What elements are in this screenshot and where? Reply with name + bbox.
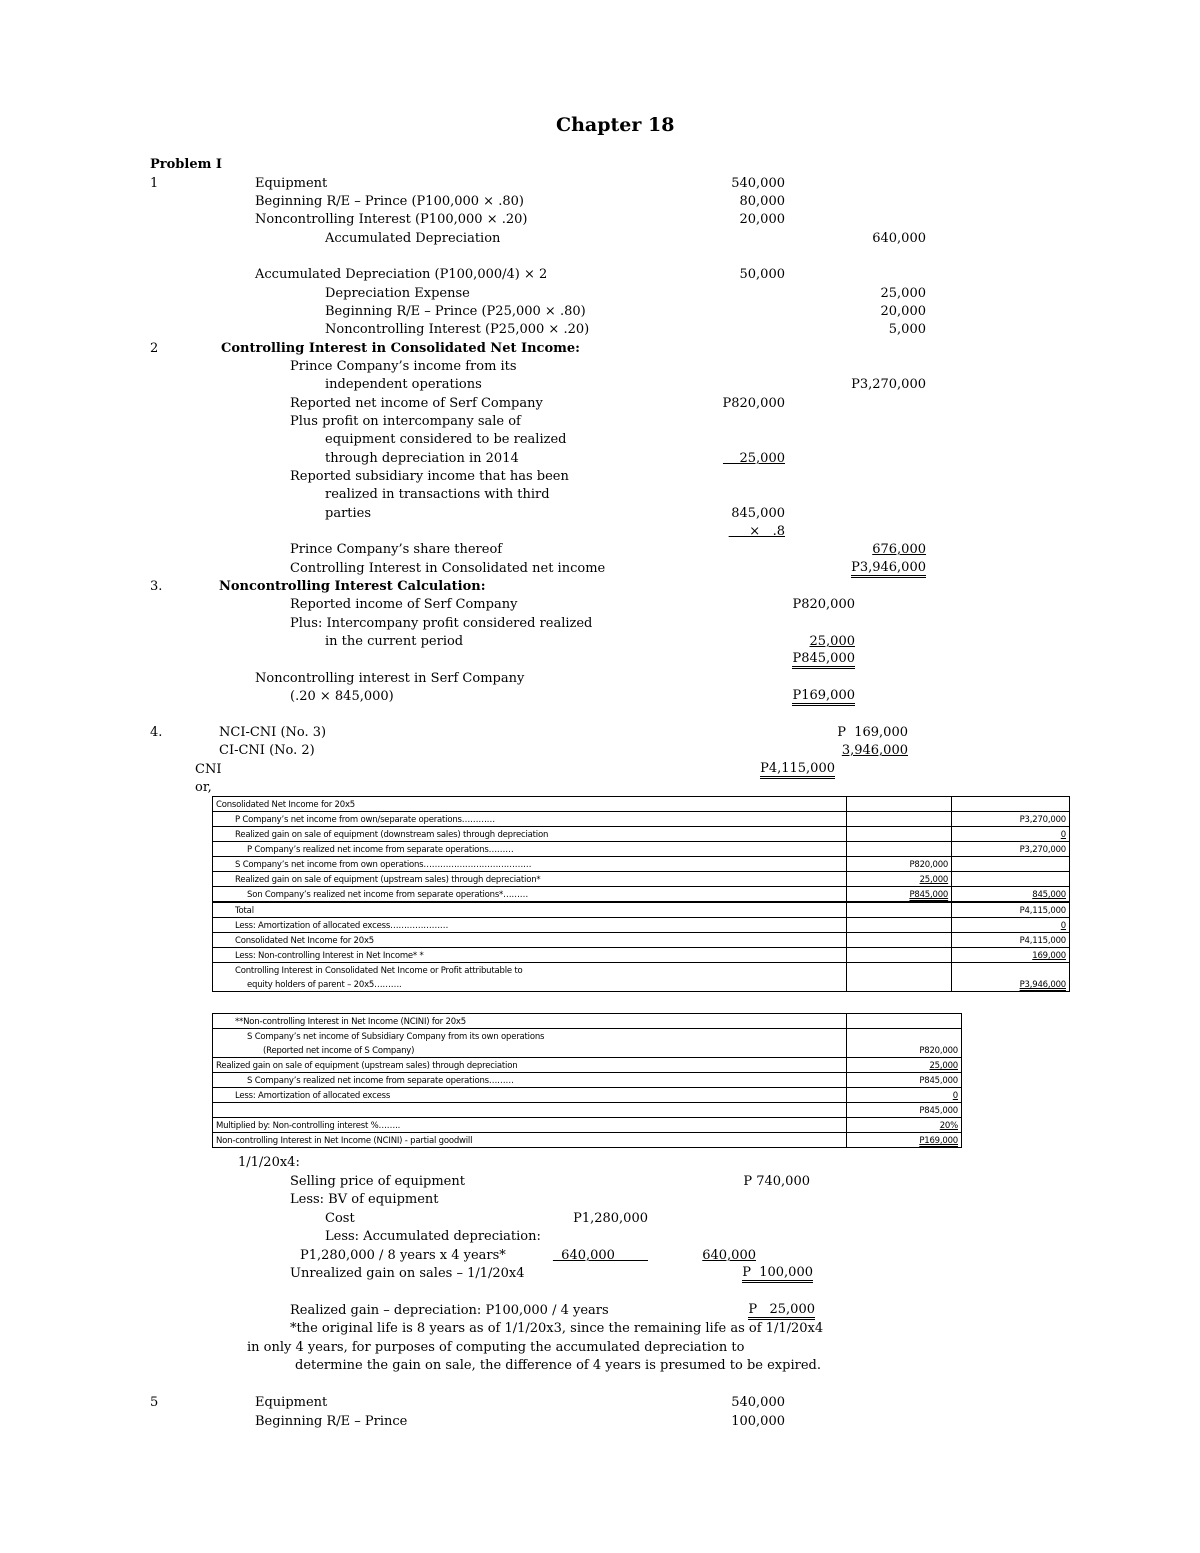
text-line-c4: Plus profit on intercompany sale of	[290, 414, 521, 429]
text-line-b1: Accumulated Depreciation (P100,000/4) × 2	[255, 267, 548, 282]
row-label-text: Less: Amortization of allocated excess…………………	[235, 921, 449, 931]
amount-d6v: P169,000	[792, 689, 855, 706]
row-amount-1-text: P845,000	[919, 1076, 958, 1086]
row-label	[213, 842, 847, 857]
row-amount-2-text: P3,270,000	[1019, 815, 1066, 825]
row-amount-2	[952, 857, 1070, 872]
table-row	[213, 872, 1070, 887]
text-line-c3: Reported net income of Serf Company	[290, 396, 543, 411]
text-line-e3: CNI	[195, 762, 222, 777]
row-amount-2	[952, 842, 1070, 857]
text-line-n3: 3.	[150, 579, 163, 594]
text-line-a3: Noncontrolling Interest (P100,000 × .20)	[255, 212, 528, 227]
text-line-h1: Equipment	[255, 1395, 328, 1410]
amount-b3v: 20,000	[880, 304, 926, 319]
row-label	[213, 948, 847, 963]
table-row	[213, 812, 1070, 827]
row-label	[213, 827, 847, 842]
row-amount-2-text: P4,115,000	[1019, 906, 1066, 916]
row-amount-2	[952, 918, 1070, 933]
row-label	[213, 1133, 847, 1148]
table-row	[213, 977, 1070, 992]
row-label-text: Son Company’s realized net income from separate operations*………	[247, 890, 528, 900]
table-row	[213, 827, 1070, 842]
text-line-a1: Equipment	[255, 176, 328, 191]
row-amount-1	[847, 887, 952, 903]
text-line-g3: in only 4 years, for purposes of computing the accumulated depreciation to	[247, 1340, 745, 1355]
row-label-text: equity holders of parent – 20x5……….	[247, 980, 402, 990]
amount-a3v: 20,000	[739, 212, 785, 227]
table-row	[213, 1029, 962, 1044]
text-line-c12: Controlling Interest in Consolidated net income	[290, 561, 606, 576]
consolidated-net-income-table	[212, 796, 1070, 992]
row-label	[213, 1014, 847, 1029]
table-row	[213, 963, 1070, 978]
row-amount-1-text: P820,000	[909, 860, 949, 870]
text-line-d6: (.20 × 845,000)	[290, 689, 394, 704]
text-line-c9: parties	[325, 506, 372, 521]
amount-d3v: 25,000	[809, 634, 855, 649]
amount-f5w: 640,000	[702, 1248, 756, 1263]
table-row	[213, 887, 1070, 903]
row-label-text: Consolidated Net Income for 20x5	[235, 936, 374, 946]
row-amount-2	[952, 902, 1070, 918]
row-amount-1	[847, 1014, 962, 1029]
text-line-f5: P1,280,000 / 8 years x 4 years*	[300, 1248, 506, 1263]
row-label	[213, 1088, 847, 1103]
row-label-text: Consolidated Net Income for 20x5	[216, 800, 355, 810]
amount-b2v: 25,000	[880, 286, 926, 301]
amount-c3v: P820,000	[722, 396, 785, 411]
text-line-d2: Plus: Intercompany profit considered realized	[290, 616, 593, 631]
text-line-f2: Less: BV of equipment	[290, 1192, 439, 1207]
row-amount-1	[847, 827, 952, 842]
row-label	[213, 1073, 847, 1088]
row-amount-2	[952, 948, 1070, 963]
amount-f5v: 640,000	[552, 1248, 648, 1263]
row-amount-2-text: P3,946,000	[1019, 980, 1066, 990]
problem-heading: Problem I	[150, 157, 222, 172]
text-line-b2: Depreciation Expense	[325, 286, 470, 301]
text-line-d3: in the current period	[325, 634, 464, 649]
row-label-text: Less: Amortization of allocated excess	[235, 1091, 391, 1101]
row-amount-1	[847, 857, 952, 872]
amount-d1v: P820,000	[792, 597, 855, 612]
table-row	[213, 857, 1070, 872]
row-amount-2-text: 0	[1060, 830, 1066, 840]
row-label	[213, 797, 847, 812]
text-line-a2: Beginning R/E – Prince (P100,000 × .80)	[255, 194, 524, 209]
row-amount-1	[847, 842, 952, 857]
amount-e1v: P 169,000	[837, 725, 908, 740]
text-line-c1: Prince Company’s income from its	[290, 359, 517, 374]
row-label-text: S Company’s realized net income from separate operations………	[247, 1076, 514, 1086]
row-label	[213, 963, 847, 978]
row-amount-2-text: 845,000	[1032, 890, 1066, 900]
table-row	[213, 902, 1070, 918]
amount-c10v: × .8	[728, 524, 785, 539]
text-line-c8: realized in transactions with third	[325, 487, 550, 502]
row-amount-1-text: 20%	[939, 1121, 958, 1131]
row-amount-1	[847, 1103, 962, 1118]
row-label	[213, 872, 847, 887]
row-amount-1	[847, 948, 952, 963]
amount-f6v: P 100,000	[742, 1266, 813, 1283]
row-label	[213, 933, 847, 948]
text-line-b4: Noncontrolling Interest (P25,000 × .20)	[325, 322, 590, 337]
amount-e2v: 3,946,000	[841, 743, 908, 758]
table-row	[213, 797, 1070, 812]
row-amount-1	[847, 872, 952, 887]
text-line-e4: or,	[195, 780, 212, 795]
row-amount-1	[847, 977, 952, 992]
row-label	[213, 902, 847, 918]
row-amount-1	[847, 963, 952, 978]
row-label-text: Less: Non-controlling Interest in Net Income* *	[235, 951, 424, 961]
row-label-text: Multiplied by: Non-controlling interest %……..	[216, 1121, 401, 1131]
row-amount-2	[952, 797, 1070, 812]
amount-c6v: 25,000	[722, 451, 785, 466]
amount-a4v: 640,000	[872, 231, 926, 246]
row-amount-1	[847, 1058, 962, 1073]
row-label	[213, 857, 847, 872]
row-amount-1	[847, 902, 952, 918]
text-line-n4: 4.	[150, 725, 163, 740]
amount-h2v: 100,000	[731, 1414, 785, 1429]
text-line-h2: Beginning R/E – Prince	[255, 1414, 408, 1429]
row-label	[213, 1029, 847, 1044]
row-amount-2	[952, 812, 1070, 827]
table-row	[213, 1103, 962, 1118]
text-line-f0: 1/1/20x4:	[238, 1155, 300, 1170]
page-title: Chapter 18	[556, 114, 675, 136]
text-line-c7: Reported subsidiary income that has been	[290, 469, 569, 484]
row-amount-1-text: 25,000	[919, 875, 949, 885]
row-amount-1	[847, 1029, 962, 1044]
row-amount-2	[952, 963, 1070, 978]
text-line-f1: Selling price of equipment	[290, 1174, 465, 1189]
row-amount-1	[847, 1088, 962, 1103]
row-amount-1-text: P169,000	[919, 1136, 958, 1146]
row-amount-1	[847, 1073, 962, 1088]
amount-c9v: 845,000	[731, 506, 785, 521]
row-label	[213, 1043, 847, 1058]
row-amount-2-text: 0	[1060, 921, 1066, 931]
text-line-g2: *the original life is 8 years as of 1/1/20x3, since the remaining life as of 1/1/20x4	[290, 1321, 824, 1336]
amount-b4v: 5,000	[888, 322, 926, 337]
table-row	[213, 1058, 962, 1073]
row-amount-1-text: P845,000	[919, 1106, 958, 1116]
table-row	[213, 842, 1070, 857]
row-amount-2-text: P3,270,000	[1019, 845, 1066, 855]
table-row	[213, 948, 1070, 963]
row-label-text: P Company’s realized net income from separate operations………	[247, 845, 514, 855]
text-line-g1: Realized gain – depreciation: P100,000 / 4 years	[290, 1303, 609, 1318]
row-amount-1	[847, 1043, 962, 1058]
row-label	[213, 887, 847, 903]
text-line-n1: 1	[150, 176, 159, 191]
row-label-text: **Non-controlling Interest in Net Income (NCINI) for 20x5	[235, 1017, 466, 1027]
text-line-n5: 5	[150, 1395, 159, 1410]
text-line-d1: Reported income of Serf Company	[290, 597, 518, 612]
amount-f1v: P 740,000	[743, 1174, 810, 1189]
table-row	[213, 1043, 962, 1058]
text-line-c6: through depreciation in 2014	[325, 451, 519, 466]
row-amount-1	[847, 918, 952, 933]
row-label	[213, 1103, 847, 1118]
row-label-text: S Company’s net income of Subsidiary Company from its own operations	[247, 1032, 545, 1042]
text-line-c0: Controlling Interest in Consolidated Net Income:	[221, 341, 580, 356]
row-label	[213, 1118, 847, 1133]
table-row	[213, 1088, 962, 1103]
text-line-a4: Accumulated Depreciation	[325, 231, 501, 246]
row-amount-2	[952, 872, 1070, 887]
nci-net-income-table	[212, 1013, 962, 1148]
row-amount-1-text: 25,000	[929, 1061, 958, 1071]
text-line-b3: Beginning R/E – Prince (P25,000 × .80)	[325, 304, 586, 319]
row-label-text: Total	[235, 906, 254, 916]
row-amount-2	[952, 933, 1070, 948]
text-line-e1: NCI-CNI (No. 3)	[219, 725, 327, 740]
text-line-c5: equipment considered to be realized	[325, 432, 567, 447]
table-row	[213, 933, 1070, 948]
row-amount-2	[952, 977, 1070, 992]
row-label-text: S Company’s net income from own operations…………………………………	[235, 860, 532, 870]
table-row	[213, 918, 1070, 933]
row-label-text: Non-controlling Interest in Net Income (NCINI) - partial goodwill	[216, 1136, 473, 1146]
row-label-text: Controlling Interest in Consolidated Net Income or Profit attributable to	[235, 966, 523, 976]
row-amount-1-text: P845,000	[909, 890, 949, 900]
row-amount-1	[847, 1133, 962, 1148]
table-row	[213, 1133, 962, 1148]
amount-d4v: P845,000	[792, 652, 855, 669]
text-line-c2: independent operations	[325, 377, 482, 392]
text-line-f6: Unrealized gain on sales – 1/1/20x4	[290, 1266, 525, 1281]
amount-c11v: 676,000	[872, 542, 926, 557]
text-line-e2: CI-CNI (No. 2)	[219, 743, 315, 758]
amount-e3v: P4,115,000	[760, 762, 835, 779]
row-label	[213, 1058, 847, 1073]
row-label-text: P Company’s net income from own/separate operations…………	[235, 815, 495, 825]
row-amount-2	[952, 887, 1070, 903]
text-line-f3: Cost	[325, 1211, 355, 1226]
amount-b1v: 50,000	[739, 267, 785, 282]
row-amount-2-text: 169,000	[1032, 951, 1066, 961]
row-amount-2-text: P4,115,000	[1019, 936, 1066, 946]
row-label-text: Realized gain on sale of equipment (downstream sales) through depreciation	[235, 830, 549, 840]
row-label	[213, 918, 847, 933]
amount-a1v: 540,000	[731, 176, 785, 191]
amount-f3v: P1,280,000	[573, 1211, 648, 1226]
amount-a2v: 80,000	[739, 194, 785, 209]
row-amount-1	[847, 1118, 962, 1133]
row-amount-1	[847, 797, 952, 812]
row-amount-1	[847, 812, 952, 827]
row-label-text: Realized gain on sale of equipment (upstream sales) through depreciation	[216, 1061, 518, 1071]
row-label	[213, 812, 847, 827]
text-line-d5: Noncontrolling interest in Serf Company	[255, 671, 525, 686]
row-label	[213, 977, 847, 992]
amount-c12v: P3,946,000	[851, 561, 926, 578]
table-row	[213, 1118, 962, 1133]
text-line-f4: Less: Accumulated depreciation:	[325, 1229, 541, 1244]
table-row	[213, 1073, 962, 1088]
row-label-text: (Reported net income of S Company)	[263, 1046, 415, 1056]
row-amount-1-text: P820,000	[919, 1046, 958, 1056]
text-line-d0: Noncontrolling Interest Calculation:	[219, 579, 486, 594]
amount-h1v: 540,000	[731, 1395, 785, 1410]
row-amount-1	[847, 933, 952, 948]
amount-g1v: P 25,000	[748, 1303, 815, 1320]
table-row	[213, 1014, 962, 1029]
amount-c2v: P3,270,000	[851, 377, 926, 392]
row-amount-1-text: 0	[952, 1091, 958, 1101]
text-line-n2: 2	[150, 341, 159, 356]
row-label-text: Realized gain on sale of equipment (upstream sales) through depreciation*	[235, 875, 541, 885]
row-amount-2	[952, 827, 1070, 842]
text-line-g4: determine the gain on sale, the difference of 4 years is presumed to be expired.	[295, 1358, 821, 1373]
text-line-c11: Prince Company’s share thereof	[290, 542, 503, 557]
